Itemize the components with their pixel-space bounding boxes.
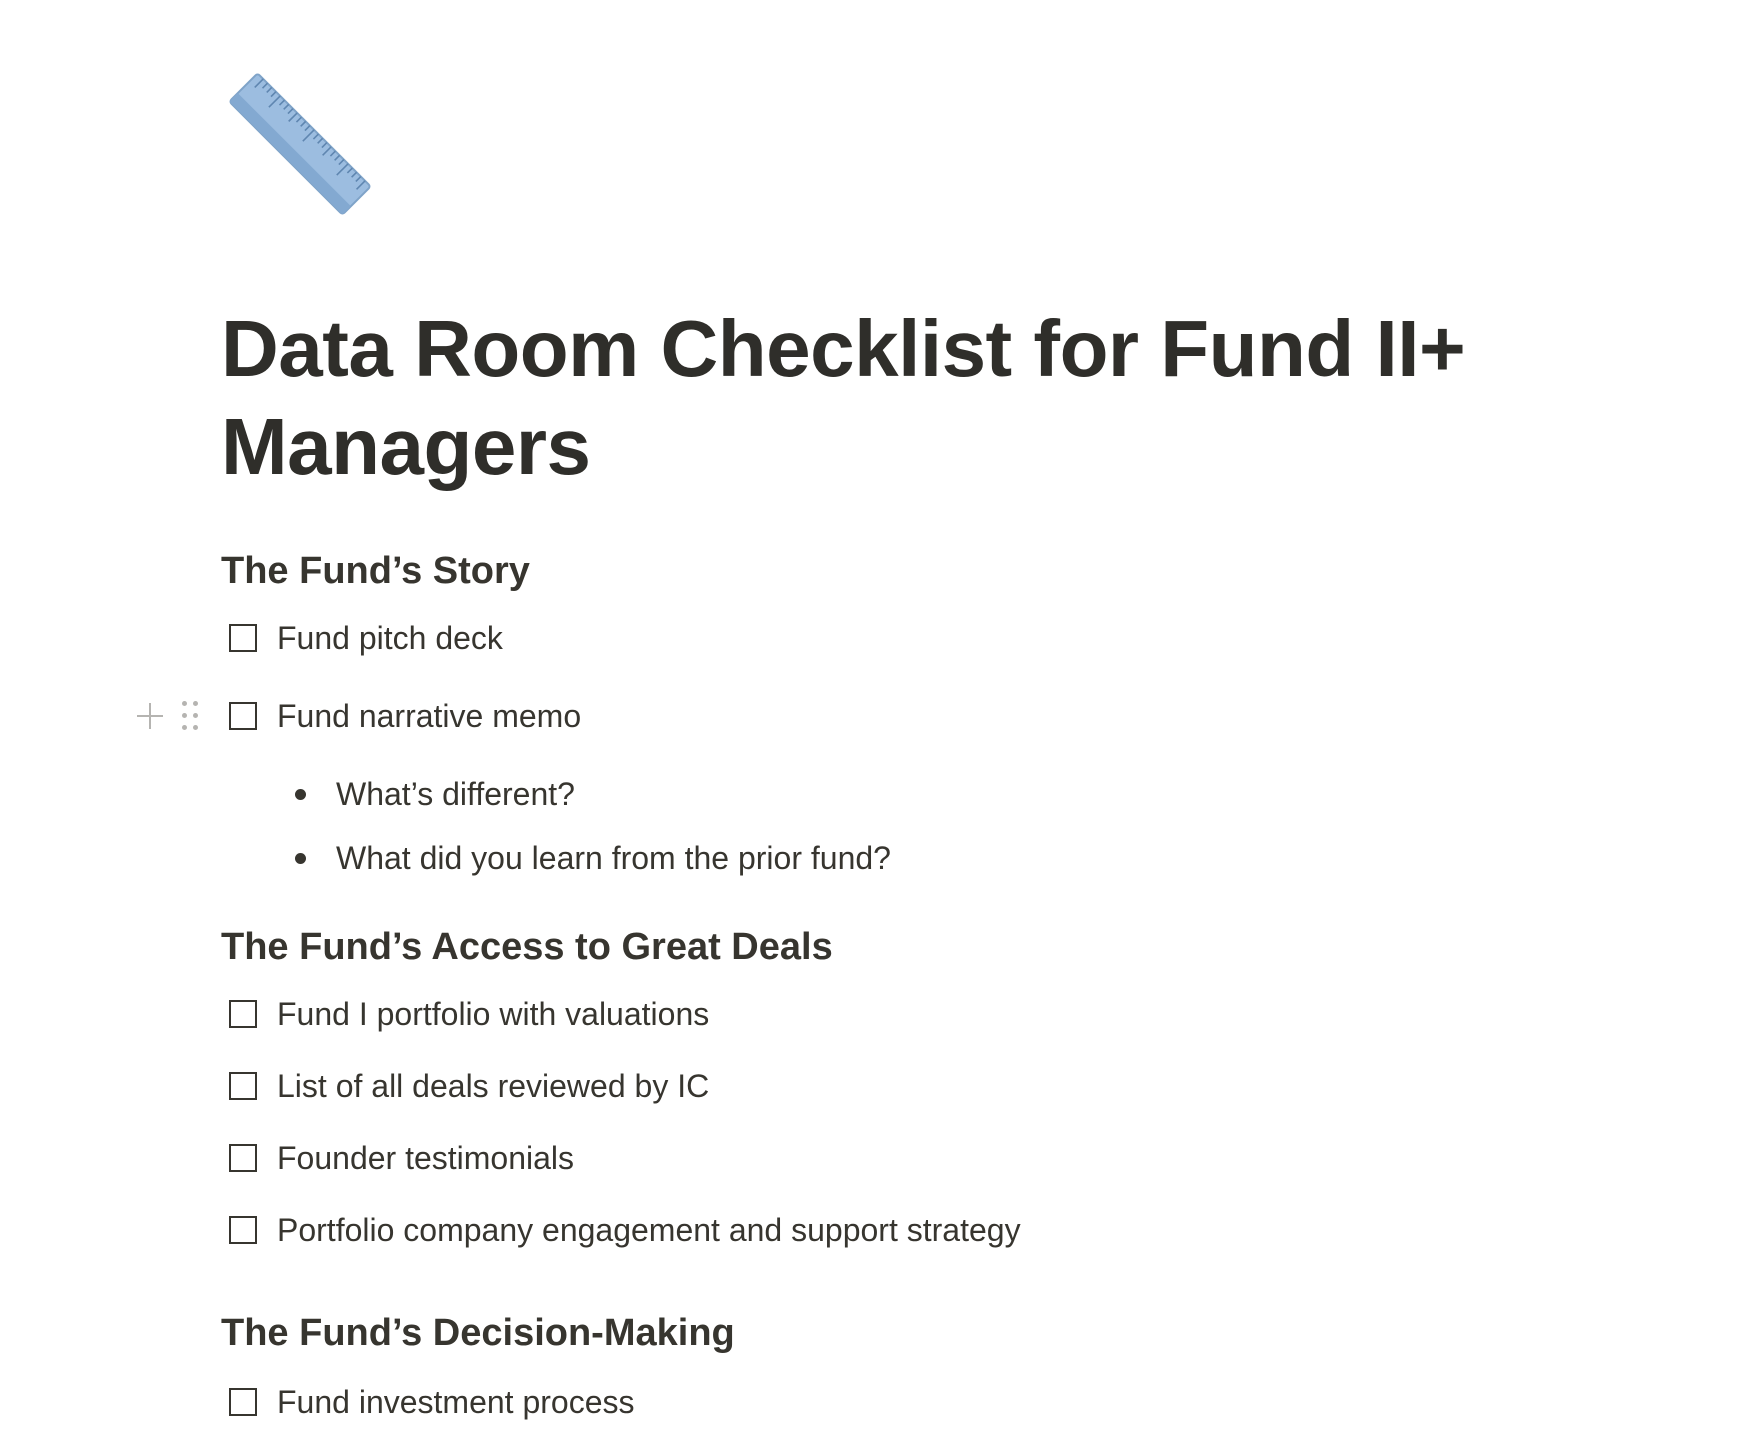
todo-label[interactable]: Fund narrative memo [277, 698, 582, 734]
todo-label[interactable]: Portfolio company engagement and support strategy [277, 1212, 1021, 1248]
bullet-dot-icon [295, 853, 306, 864]
block-controls [136, 694, 198, 738]
todo-item [229, 1208, 1021, 1252]
todo-label[interactable]: Fund investment process [277, 1384, 635, 1420]
todo-item [229, 616, 503, 660]
bullet-dot-icon [295, 789, 306, 800]
bullet-item [295, 772, 575, 816]
ruler-icon[interactable] [220, 64, 380, 224]
section-heading-decision-making[interactable]: The Fund’s Decision-Making [221, 1312, 735, 1354]
section-heading-story[interactable]: The Fund’s Story [221, 550, 530, 592]
todo-checkbox[interactable] [229, 1144, 257, 1172]
todo-item [229, 694, 581, 738]
todo-checkbox[interactable] [229, 624, 257, 652]
todo-checkbox[interactable] [229, 1216, 257, 1244]
bullet-label[interactable]: What’s different? [336, 776, 575, 812]
todo-checkbox[interactable] [229, 702, 257, 730]
section-heading-access[interactable]: The Fund’s Access to Great Deals [221, 926, 833, 968]
todo-label[interactable]: Founder testimonials [277, 1140, 575, 1176]
todo-label[interactable]: List of all deals reviewed by IC [277, 1068, 710, 1104]
page-title[interactable]: Data Room Checklist for Fund II+ Managers [221, 304, 1466, 491]
todo-checkbox[interactable] [229, 1000, 257, 1028]
todo-item [229, 1380, 635, 1424]
todo-label[interactable]: Fund I portfolio with valuations [277, 996, 710, 1032]
todo-item [229, 992, 709, 1036]
drag-handle-icon[interactable] [182, 701, 198, 731]
plus-icon[interactable] [136, 702, 164, 730]
todo-item [229, 1136, 574, 1180]
todo-item [229, 1064, 709, 1108]
todo-label[interactable]: Fund pitch deck [277, 620, 503, 656]
bullet-item [295, 836, 891, 880]
todo-checkbox[interactable] [229, 1072, 257, 1100]
bullet-label[interactable]: What did you learn from the prior fund? [336, 840, 891, 876]
todo-checkbox[interactable] [229, 1388, 257, 1416]
